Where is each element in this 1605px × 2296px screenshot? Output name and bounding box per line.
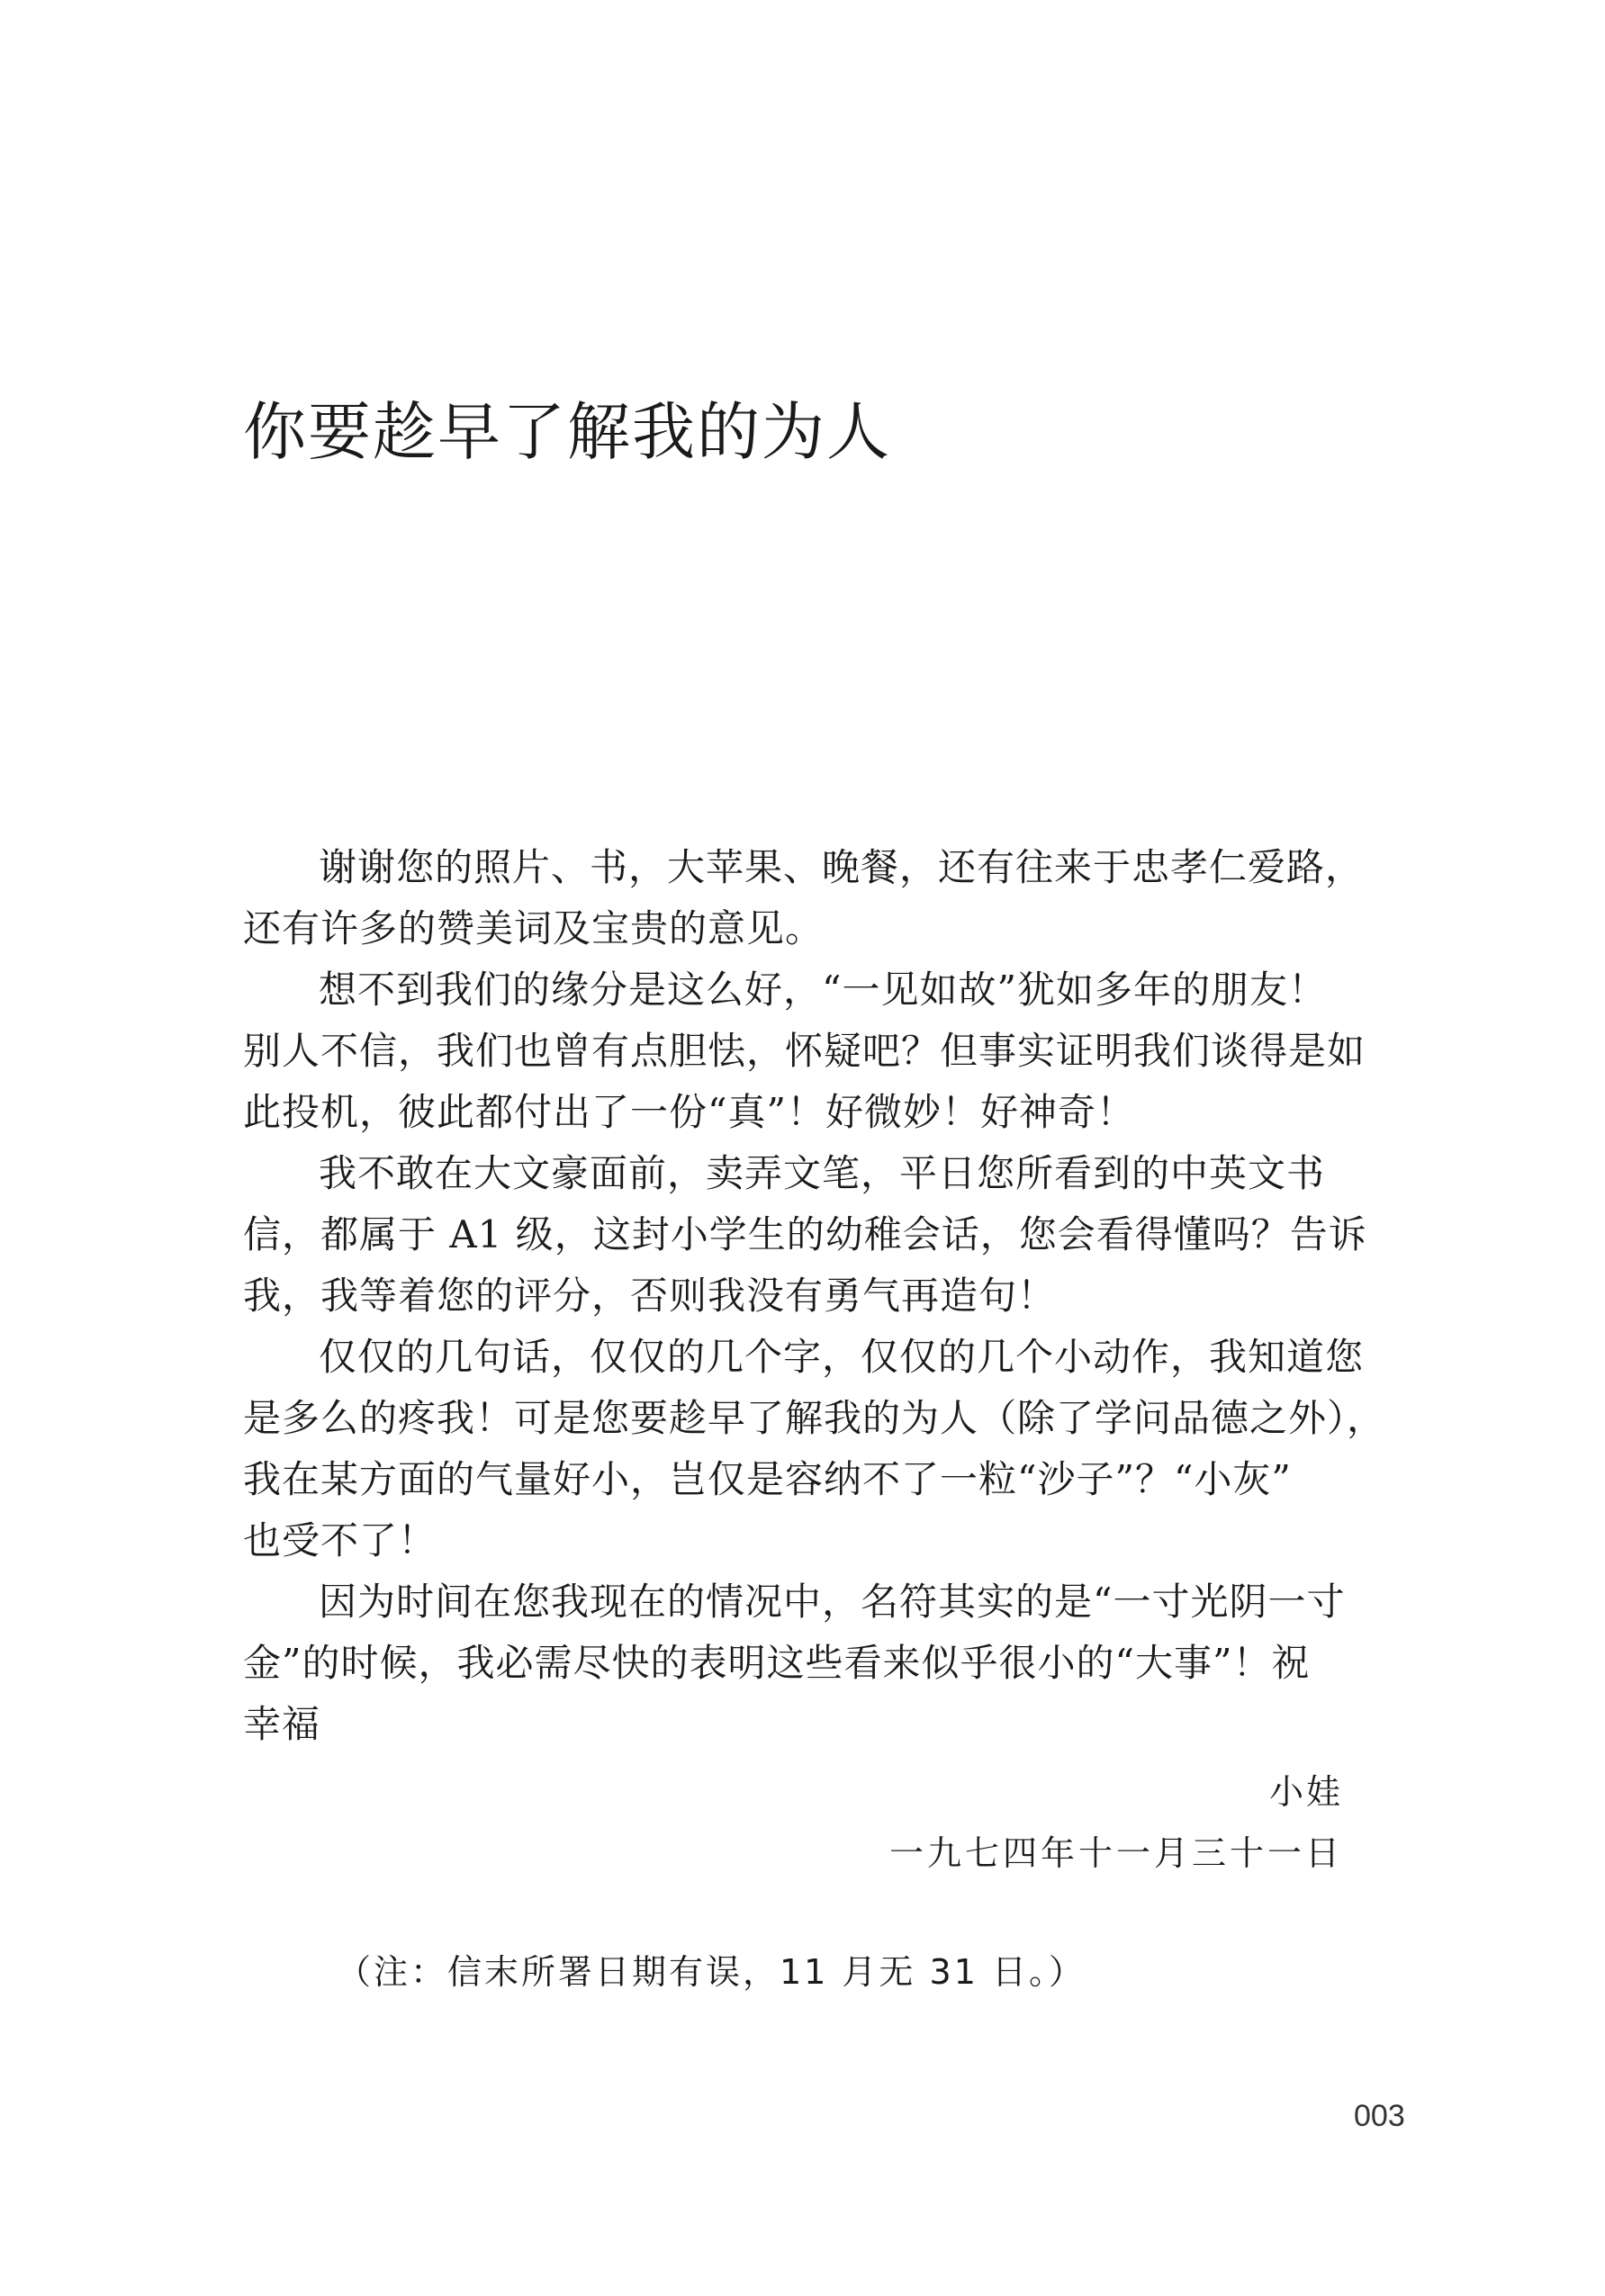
paragraph-4-line-1: 仅仅的几句话，仅仅的几个字，仅仅的几个小动作，我知道您 (319, 1335, 1365, 1379)
paragraph-4-line-3: 我在某方面的气量好小，岂仅是容纳不了一粒“沙子”？“小灰” (243, 1457, 1292, 1501)
editor-note: （注：信末所署日期有误，11 月无 31 日。） (337, 1952, 1086, 1992)
letter-body (243, 837, 1386, 1755)
signature-date: 一九七四年十一月三十一日 (888, 1833, 1343, 1873)
paragraph-1-line-1: 谢谢您的照片、书，大苹果、晚餐，还有往来于忠孝仁爱路， (319, 845, 1365, 889)
paragraph-3-line-2: 信，都属于 A1 级，这封小学生的幼稚会话，您会看得懂吗？告诉 (243, 1212, 1367, 1256)
signature-name: 小娃 (1268, 1772, 1343, 1812)
paragraph-2-line-1: 想不到我们的缘分是这么好，“一见如故”犹如多年的朋友！ (319, 968, 1327, 1012)
paragraph-4-line-2: 是多么的疼我！可是您要趁早了解我的为人（除了学问品德之外）， (243, 1396, 1386, 1440)
page-number: 003 (1354, 2099, 1405, 2133)
paragraph-3-line-1: 我不敢在大文豪面前，卖弄文笔，平日您所看到的中英文书 (319, 1151, 1326, 1195)
paragraph-5-line-3: 幸福 (243, 1702, 321, 1746)
paragraph-4-line-4: 也受不了！ (243, 1518, 437, 1562)
paragraph-2-line-3: 此投机，彼此都付出了一份“真”！好微妙！好神奇！ (243, 1090, 1135, 1134)
paragraph-1-line-2: 还有许多的赞美词及宝贵的意见。 (243, 906, 825, 950)
page-title: 你要趁早了解我的为人 (243, 395, 891, 469)
paragraph-5-line-1: 因为时间在您我现在的情况中，名符其实的是“一寸光阴一寸 (319, 1580, 1346, 1624)
paragraph-5-line-2: 金”的时候，我必需尽快的表明这些看来似乎很小的“大事”！祝 (243, 1641, 1311, 1685)
paragraph-3-line-3: 我，我等着您的评分，否则我没有勇气再造句！ (243, 1274, 1057, 1318)
paragraph-2-line-2: 别人不信，我们也曾有点胆怯，怀疑吧？但事实证明我们谈得是如 (243, 1029, 1366, 1073)
